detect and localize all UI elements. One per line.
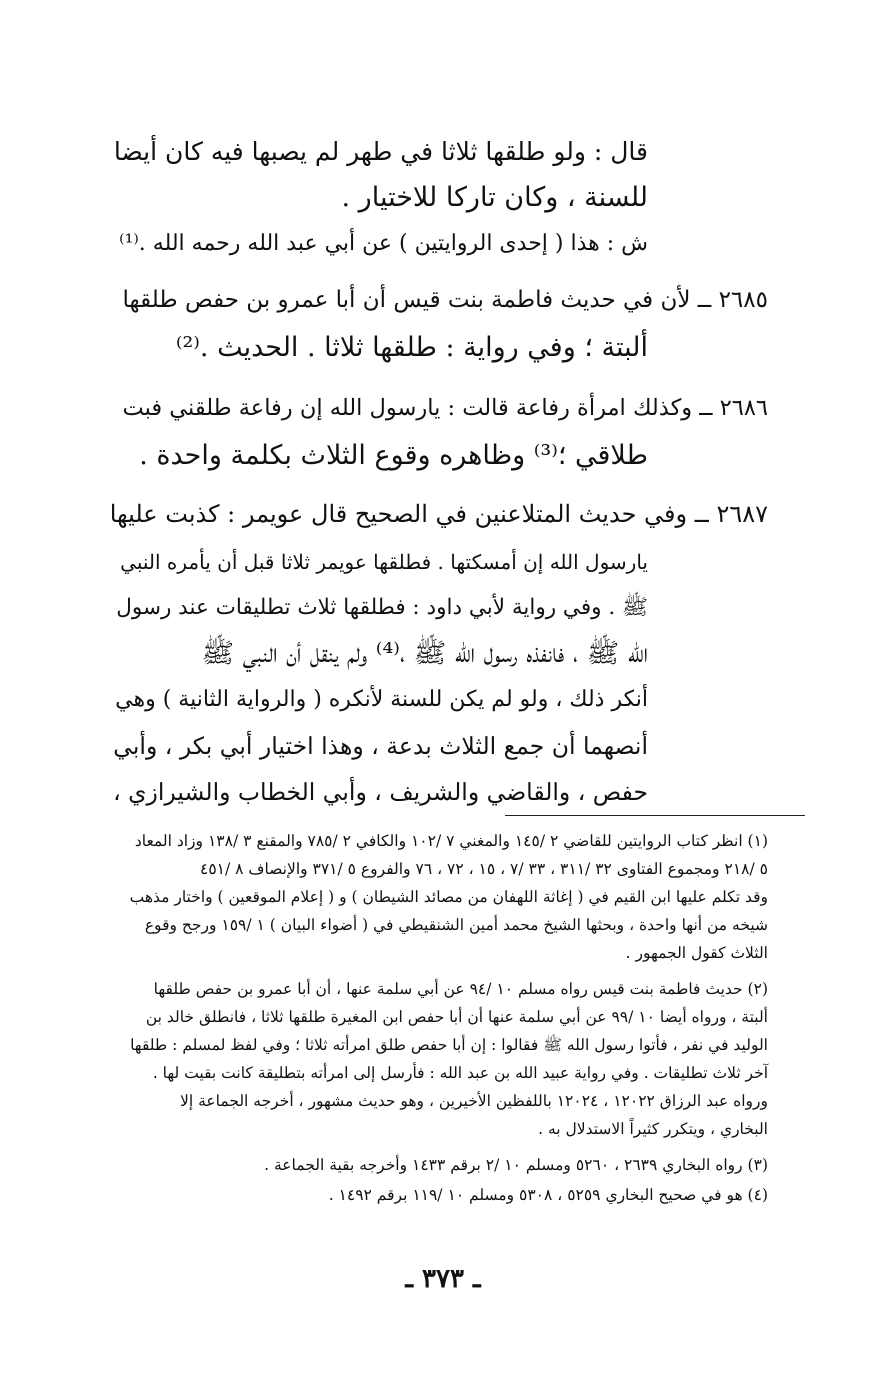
footnote-1-line: وقد تكلم عليها ابن القيم في ( إغاثة اللهفان من مصائد الشيطان ) و ( إعلام الموقعين ) واختار مذهب [129,888,768,906]
paragraph-2685-line: ألبتة ؛ وفي رواية : طلقها ثلاثا . الحديث .⁽²⁾ [175,332,648,363]
footnote-2-line: البخاري ، ويتكرر كثيراً الاستدلال به . [538,1120,768,1138]
footnote-1-line: شيخه من أنها واحدة ، وبحثها الشيخ محمد أمين الشنقيطي في ( أضواء البيان ) ١ /١٥٩ ورجح وقوع [144,916,768,934]
text-line: للسنة ، وكان تاركا للاختيار . [341,182,648,213]
footnote-1-line: ٥ /٢١٨ ومجموع الفتاوى ٣٢ /٣١١ ، ٣٣ /٧ ، ١٥ ، ٧٢ ، ٧٦ والفروع ٥ /٣٧١ والإنصاف ٨ /٤٥١ [200,860,768,878]
footnote-4-line: (٤) هو في صحيح البخاري ٥٢٥٩ ، ٥٣٠٨ ومسلم ١٠ /١١٩ برقم ١٤٩٢ . [328,1186,768,1204]
footnote-2-line: ورواه عبد الرزاق ١٢٠٢٢ ، ١٢٠٢٤ باللفظين الأخيرين ، وهو حديث مشهور ، أخرجه الجماعة إلا [180,1092,768,1110]
footnote-2-line: الوليد في نفر ، فأتوا رسول الله ﷺ فقالوا : إن أبا حفص طلق امرأته ثلاثا ؛ وفي لفظ لمسلم : طلقها [130,1036,768,1054]
paragraph-2687-line: حفص ، والقاضي والشريف ، وأبي الخطاب والشيرازي ، [113,778,648,806]
paragraph-2687-line: يارسول الله إن أمسكتها . فطلقها عويمر ثلاثا قبل أن يأمره النبي [120,550,648,574]
text-line: قال : ولو طلقها ثلاثا في طهر لم يصبها فيه كان أيضا [113,137,648,166]
paragraph-2686-line: ٢٦٨٦ ــ وكذلك امرأة رفاعة قالت : يارسول الله إن رفاعة طلقني فبت [122,395,768,421]
paragraph-2687-line: أنصهما أن جمع الثلاث بدعة ، وهذا اختيار أبي بكر ، وأبي [113,732,648,760]
paragraph-2687-line: الله ﷺ ، فانفذه رسول الله ﷺ ،⁽⁴⁾ ولم ينقل أن النبي ﷺ [201,638,648,669]
footnote-1-line: (١) انظر كتاب الروايتين للقاضي ٢ /١٤٥ والمغني ٧ /١٠٢ والكافي ٢ /٧٨٥ والمقنع ٣ /١٣٨ وزاد المعاد [134,832,768,850]
footnote-3-line: (٣) رواه البخاري ٢٦٣٩ ، ٥٢٦٠ ومسلم ١٠ /٢ برقم ١٤٣٣ وأخرجه بقية الجماعة . [264,1156,768,1174]
footnote-2-line: ألبتة ، ورواه أيضا ١٠ /٩٩ عن أبي سلمة عنها أن أبا حفص ابن المغيرة طلقها ثلاثا ، فانطلق خالد بن [145,1008,768,1026]
footnote-2-line: آخر ثلاث تطليقات . وفي رواية عبيد الله بن عبد الله : فأرسل إلى امرأته بتطليقة كانت بقيت لها . [152,1064,768,1082]
paragraph-2685-line: ٢٦٨٥ ــ لأن في حديث فاطمة بنت قيس أن أبا عمرو بن حفص طلقها [122,287,768,313]
footnote-separator [505,815,805,816]
footnote-2-line: (٢) حديث فاطمة بنت قيس رواه مسلم ١٠ /٩٤ عن أبي سلمة عنها ، أن أبا عمرو بن حفص طلقها [153,980,768,998]
paragraph-2687-line: ﷺ . وفي رواية لأبي داود : فطلقها ثلاث تطليقات عند رسول [116,595,648,620]
paragraph-2687-line: ٢٦٨٧ ــ وفي حديث المتلاعنين في الصحيح قال عويمر : كذبت عليها [109,500,768,528]
footnote-1-line: الثلاث كقول الجمهور . [625,944,768,962]
paragraph-2687-line: أنكر ذلك ، ولو لم يكن للسنة لأنكره ( والرواية الثانية ) وهي [115,687,648,712]
page-number: ـ ٣٧٣ ـ [405,1264,481,1294]
paragraph-2686-line: طلاقي ؛⁽³⁾ وظاهره وقوع الثلاث بكلمة واحدة . [139,440,648,471]
text-line: ش : هذا ( إحدى الروايتين ) عن أبي عبد الله رحمه الله .⁽¹⁾ [119,231,648,256]
